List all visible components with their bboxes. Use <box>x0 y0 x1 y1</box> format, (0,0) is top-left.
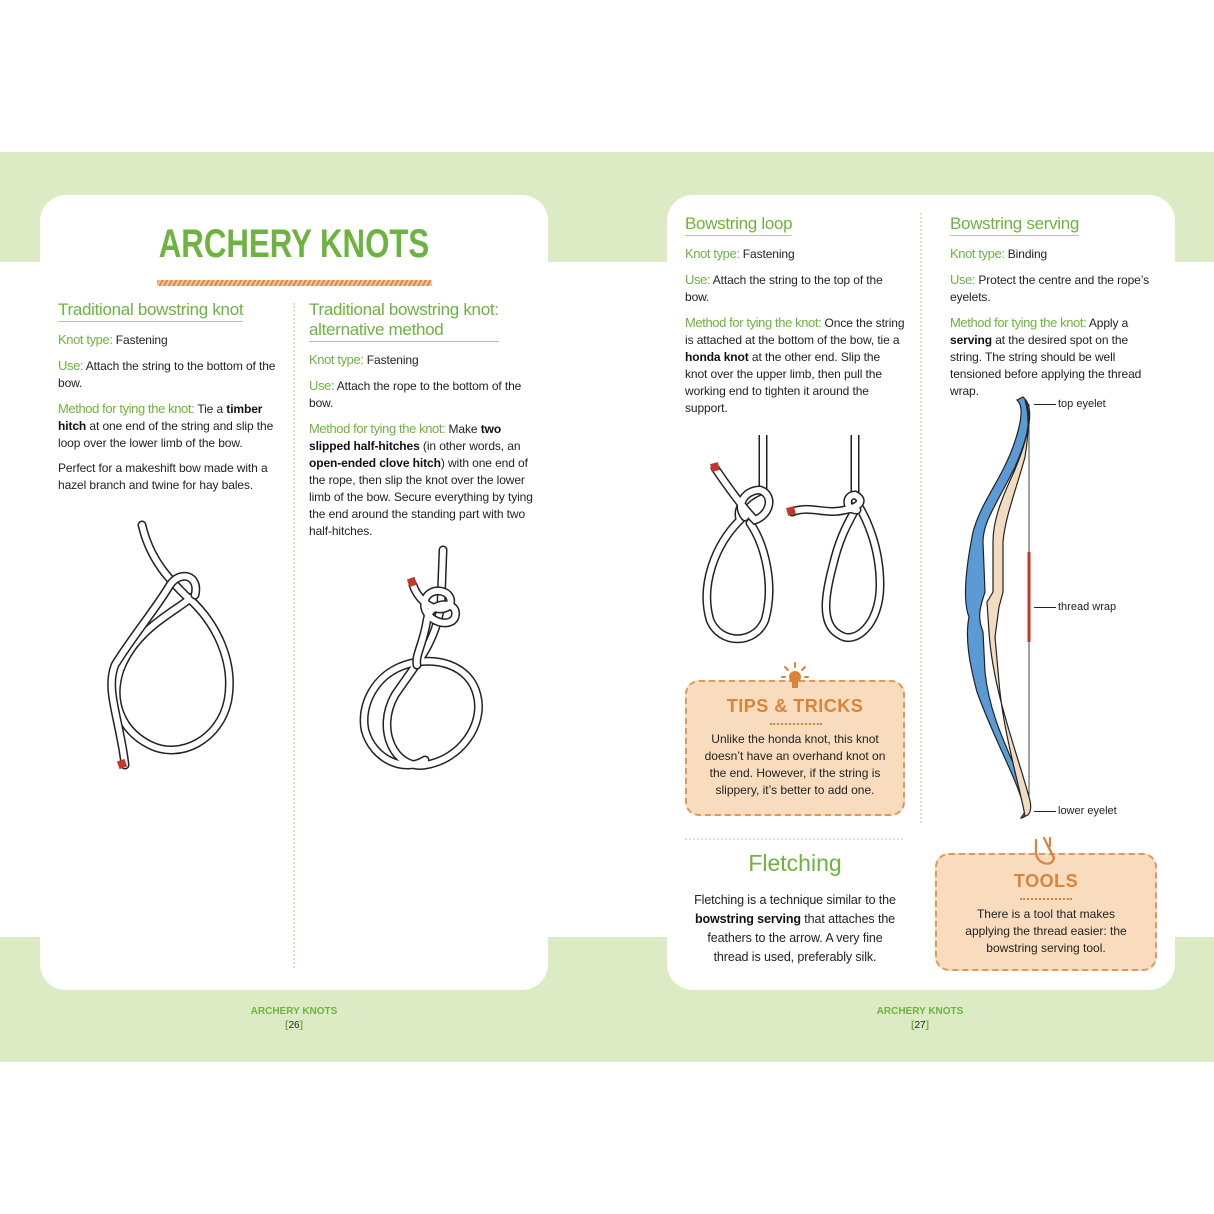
knot-type-value: Fastening <box>366 353 419 367</box>
knot-type-value: Fastening <box>742 247 795 261</box>
use-label: Use: <box>58 358 84 373</box>
section-bowstring-serving <box>950 214 1160 408</box>
use-label: Use: <box>309 378 335 393</box>
tips-title: TIPS & TRICKS <box>726 696 864 716</box>
section-title: Traditional bowstring knot <box>58 300 243 322</box>
page-title: ARCHERY KNOTS <box>158 222 430 266</box>
section-bowstring-loop <box>685 214 905 425</box>
method-label: Method for tying the knot: <box>685 315 822 330</box>
method-text: Apply a <box>1088 316 1129 330</box>
section-traditional-knot <box>58 300 280 502</box>
fletching-bold: bowstring serving <box>694 912 801 926</box>
fletching-title: Fletching <box>748 850 842 876</box>
page-number: 27 <box>914 1020 926 1031</box>
tools-title: TOOLS <box>1013 871 1079 891</box>
method-text: Tie a <box>197 402 227 416</box>
callout-label: lower eyelet <box>1058 805 1117 817</box>
use-label: Use: <box>685 272 711 287</box>
timber-hitch-illustration <box>100 520 250 780</box>
fletching-text: that attaches the feathers to the arrow. A very fine thread is used, preferably silk. <box>707 912 896 964</box>
bowstring-loop-illustration <box>695 435 895 645</box>
callout-lower-eyelet <box>1034 805 1117 817</box>
rope-divider <box>157 280 432 286</box>
method-bold: two slipped half-hitches <box>309 422 502 453</box>
serving-tool-icon <box>1030 836 1060 870</box>
callout-label: thread wrap <box>1058 601 1117 613</box>
method-bold: open-ended clove hitch <box>309 456 441 470</box>
fletching-text: Fletching is a technique similar to the <box>694 893 896 907</box>
knot-type-value: Fastening <box>115 333 168 347</box>
callout-thread-wrap <box>1034 601 1116 613</box>
recurve-bow-illustration <box>955 392 1040 822</box>
page-number: 26 <box>288 1020 300 1031</box>
use-value: Protect the centre and the rope’s eyelets. <box>950 273 1149 304</box>
tools-text: There is a tool that makes applying the thread easier: the bowstring serving tool. <box>965 907 1127 955</box>
section-title <box>309 300 499 342</box>
section-alternative-method <box>309 300 537 548</box>
method-bold: timber hitch <box>58 402 263 433</box>
tools-box <box>935 853 1157 971</box>
clove-hitch-illustration <box>355 545 495 775</box>
use-value: Attach the string to the top of the bow. <box>685 273 883 304</box>
callout-label: top eyelet <box>1058 398 1106 410</box>
use-label: Use: <box>950 272 976 287</box>
tips-dotted-rule <box>770 723 822 725</box>
method-label: Method for tying the knot: <box>950 315 1087 330</box>
footer-label: ARCHERY KNOTS <box>876 1006 964 1017</box>
method-text: Once the string is attached at the bottom of the bow, tie a <box>685 316 905 347</box>
knot-type-label: Knot type: <box>950 246 1005 261</box>
tips-and-tricks-box <box>685 680 905 816</box>
section-title-line1: Traditional bowstring knot: <box>309 300 499 319</box>
method-text: ) with one end of the rope, then slip the knot over the lower limb of the bow. Secure everything by tying the end around the standing part with two half-hitches. <box>309 456 533 538</box>
knot-type-label: Knot type: <box>58 332 113 347</box>
right-page-footer: ARCHERY KNOTS [27] <box>860 1005 980 1033</box>
tips-text: Unlike the honda knot, this knot doesn’t have an overhand knot on the end. However, if the string is slippery, it’s better to add one. <box>704 732 886 797</box>
method-text: (in other words, an <box>419 439 521 453</box>
section-title-line2: alternative method <box>309 320 444 339</box>
column-divider <box>920 213 922 823</box>
method-text: at the desired spot on the string. The string should be well tensioned before applying the thread wrap. <box>950 333 1142 398</box>
method-bold: serving <box>950 333 992 347</box>
tools-dotted-rule <box>1020 898 1072 900</box>
knot-type-label: Knot type: <box>685 246 740 261</box>
lightbulb-icon <box>780 661 810 693</box>
use-value: Attach the rope to the bottom of the bow. <box>309 379 522 410</box>
fletching-section <box>685 850 905 967</box>
callout-top-eyelet <box>1034 398 1106 410</box>
method-text: at one end of the string and slip the loop over the lower limb of the bow. <box>58 419 274 450</box>
use-value: Attach the string to the bottom of the bow. <box>58 359 276 390</box>
left-page-footer: ARCHERY KNOTS [26] <box>234 1005 354 1033</box>
method-label: Method for tying the knot: <box>58 401 195 416</box>
fletching-divider <box>685 838 903 840</box>
method-text: at the other end. Slip the knot over the upper limb, then pull the working end to tighten it around the support. <box>685 350 882 415</box>
section-note: Perfect for a makeshift bow made with a hazel branch and twine for hay bales. <box>58 461 268 492</box>
method-bold: honda knot <box>685 350 749 364</box>
section-title: Bowstring serving <box>950 214 1079 236</box>
column-divider <box>293 303 295 968</box>
method-label: Method for tying the knot: <box>309 421 446 436</box>
section-title: Bowstring loop <box>685 214 792 236</box>
knot-type-value: Binding <box>1007 247 1048 261</box>
method-text: Make <box>448 422 481 436</box>
footer-label: ARCHERY KNOTS <box>250 1006 338 1017</box>
knot-type-label: Knot type: <box>309 352 364 367</box>
